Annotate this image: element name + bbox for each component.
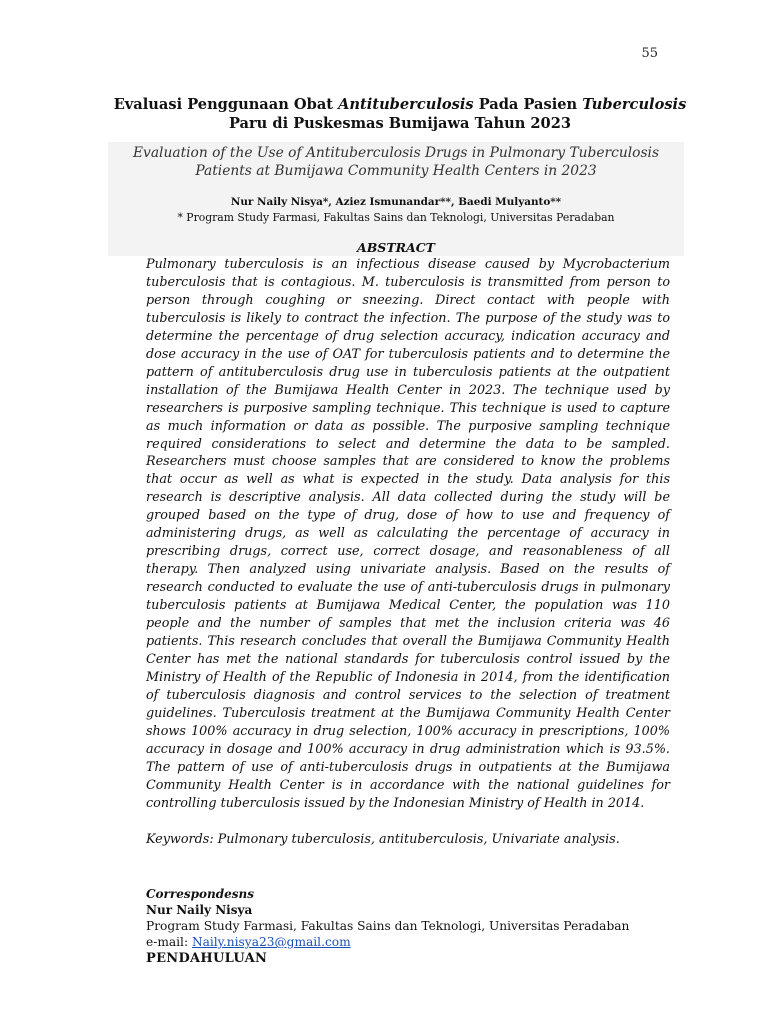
correspondence-label: Correspondesns [146, 887, 254, 901]
paper-title [60, 95, 740, 133]
title-italic-1: Antituberculosis [338, 96, 474, 113]
section-heading: PENDAHULUAN [146, 951, 268, 966]
author-affiliation: * Program Study Farmasi, Fakultas Sains dan Teknologi, Universitas Peradaban [177, 211, 615, 224]
title-line-2: Paru di Puskesmas Bumijawa Tahun 2023 [228, 115, 572, 132]
keywords: Keywords: Pulmonary tuberculosis, antituberculosis, Univariate analysis. [146, 832, 620, 847]
email-link[interactable]: Naily.nisya23@gmail.com [191, 935, 351, 949]
correspondence-affiliation: Program Study Farmasi, Fakultas Sains dan Teknologi, Universitas Peradaban [146, 919, 630, 933]
correspondence-email [146, 935, 351, 949]
english-title: Evaluation of the Use of Antituberculosis Drugs in Pulmonary Tuberculosis Patients at Bumijawa Community Health Centers in 2023 [132, 145, 660, 179]
title-italic-2: Tuberculosis [582, 96, 687, 113]
title-part-1: Evaluasi Penggunaan Obat [113, 96, 339, 113]
email-label: e-mail: [146, 935, 192, 949]
abstract-body: Pulmonary tuberculosis is an infectious disease caused by Mycrobacterium tuberculosis that is contagious. M. tuberculosis is transmitted from person to person through coughing or sneezing. Direct contact with people with tuberculosis is likely to contract the infection. The purpose of the study was to determine the percentage of drug selection accuracy, indication accuracy and dose accuracy in the use of OAT for tuberculosis patients and to determine the pattern of antituberculosis drug use in tuberculosis patients at the outpatient installation of the Bumijawa Health Center in 2023. The technique used by researchers is purposive sampling technique. This technique is used to capture as much information or data as possible. The purposive sampling technique required considerations to select and determine the data to be sampled. Researchers must choose samples that are considered to know the problems that occur as well as what is expected in the study. Data analysis for this research is descriptive analysis. All data collected during the study will be grouped based on the type of drug, dose of how to use and frequency of administering drugs, as well as calculating the percentage of accuracy in prescribing drugs, correct use, correct dosage, and reasonableness of all therapy. Then analyzed using univariate analysis. Based on the results of research conducted to evaluate the use of anti-tuberculosis drugs in pulmonary tuberculosis patients at Bumijawa Medical Center, the population was 110 people and the number of samples that met the inclusion criteria was 46 patients. This research concludes that overall the Bumijawa Community Health Center has met the national standards for tuberculosis control issued by the Ministry of Health of the Republic of Indonesia in 2014, from the identification of tuberculosis diagnosis and control services to the selection of treatment guidelines. Tuberculosis treatment at the Bumijawa Community Health Center shows 100% accuracy in drug selection, 100% accuracy in prescriptions, 100% accuracy in dosage and 100% accuracy in drug administration which is 93.5%. The pattern of use of anti-tuberculosis drugs in outpatients at the Bumijawa Community Health Center is in accordance with the national guidelines for controlling tuberculosis issued by the Indonesian Ministry of Health in 2014. [146, 257, 670, 811]
authors: Nur Naily Nisya*, Aziez Ismunandar**, Baedi Mulyanto** [230, 196, 562, 208]
title-part-2: Pada Pasien [473, 96, 583, 113]
page-number: 55 [641, 46, 658, 61]
abstract-heading: ABSTRACT [357, 240, 435, 255]
correspondence-name: Nur Naily Nisya [146, 903, 253, 917]
